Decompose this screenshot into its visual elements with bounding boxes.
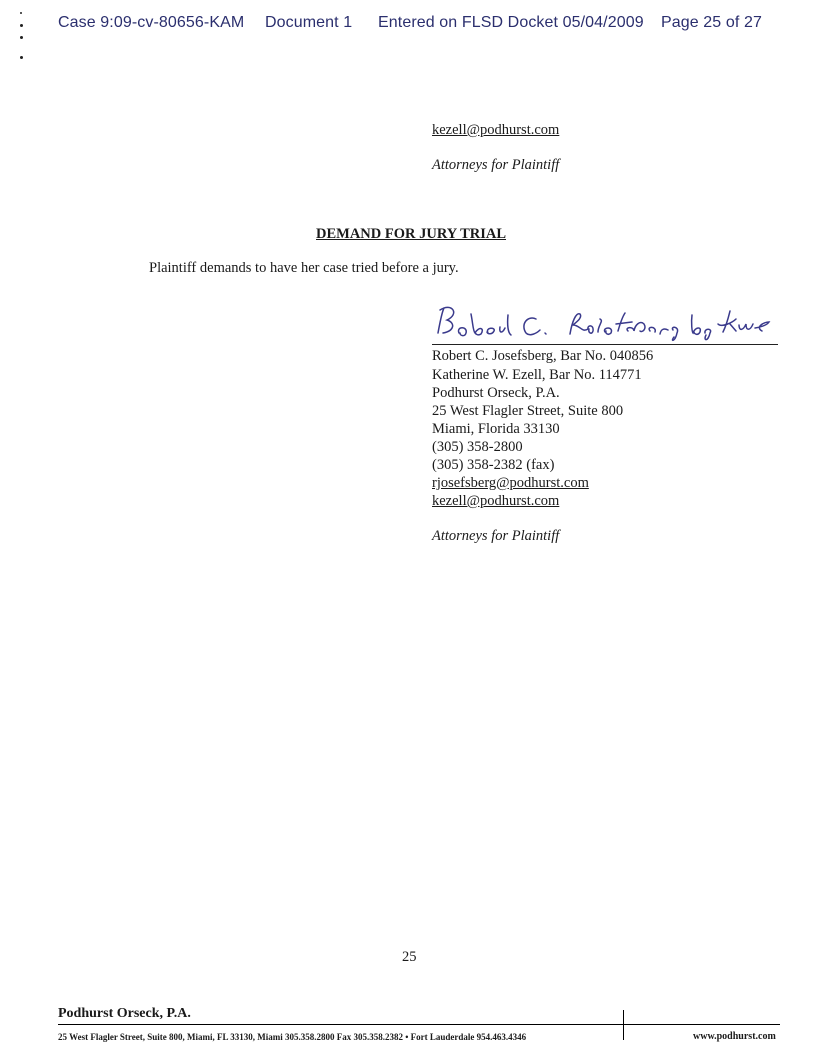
header-page-count: Page 25 of 27 bbox=[661, 14, 762, 31]
firm-city-state: Miami, Florida 33130 bbox=[432, 421, 560, 437]
firm-fax: (305) 358-2382 (fax) bbox=[432, 457, 555, 473]
footer-firm-name: Podhurst Orseck, P.A. bbox=[58, 1006, 191, 1021]
margin-mark bbox=[20, 24, 23, 27]
demand-body: Plaintiff demands to have her case tried before a jury. bbox=[149, 260, 459, 276]
footer-rule bbox=[58, 1024, 780, 1025]
footer-address: 25 West Flagler Street, Suite 800, Miami, FL 33130, Miami 305.358.2800 Fax 305.358.2382 • Fort Lauderdale 954.463.4346 bbox=[58, 1032, 527, 1042]
demand-heading: DEMAND FOR JURY TRIAL bbox=[316, 226, 507, 242]
attorneys-label: Attorneys for Plaintiff bbox=[432, 528, 560, 544]
footer-website[interactable]: www.podhurst.com bbox=[693, 1031, 776, 1042]
email-link-rjosefsberg[interactable]: rjosefsberg@podhurst.com bbox=[432, 475, 589, 491]
footer-divider bbox=[623, 1010, 624, 1040]
handwritten-signature bbox=[430, 300, 775, 348]
attorneys-label: Attorneys for Plaintiff bbox=[432, 157, 560, 173]
firm-phone: (305) 358-2800 bbox=[432, 439, 523, 455]
signer-katherine-ezell: Katherine W. Ezell, Bar No. 114771 bbox=[432, 367, 642, 383]
header-docket-entry: Entered on FLSD Docket 05/04/2009 bbox=[378, 14, 644, 31]
margin-mark bbox=[20, 36, 23, 39]
signer-robert-josefsberg: Robert C. Josefsberg, Bar No. 040856 bbox=[432, 348, 654, 364]
email-link-kezell[interactable]: kezell@podhurst.com bbox=[432, 493, 560, 509]
firm-name: Podhurst Orseck, P.A. bbox=[432, 385, 560, 401]
header-case-number: Case 9:09-cv-80656-KAM bbox=[58, 14, 245, 31]
margin-mark bbox=[20, 56, 23, 59]
header-document: Document 1 bbox=[265, 14, 353, 31]
email-link[interactable]: kezell@podhurst.com bbox=[432, 122, 560, 138]
margin-mark bbox=[20, 12, 22, 14]
firm-street-address: 25 West Flagler Street, Suite 800 bbox=[432, 403, 624, 419]
signature-line bbox=[432, 344, 778, 345]
page-number: 25 bbox=[402, 949, 417, 965]
